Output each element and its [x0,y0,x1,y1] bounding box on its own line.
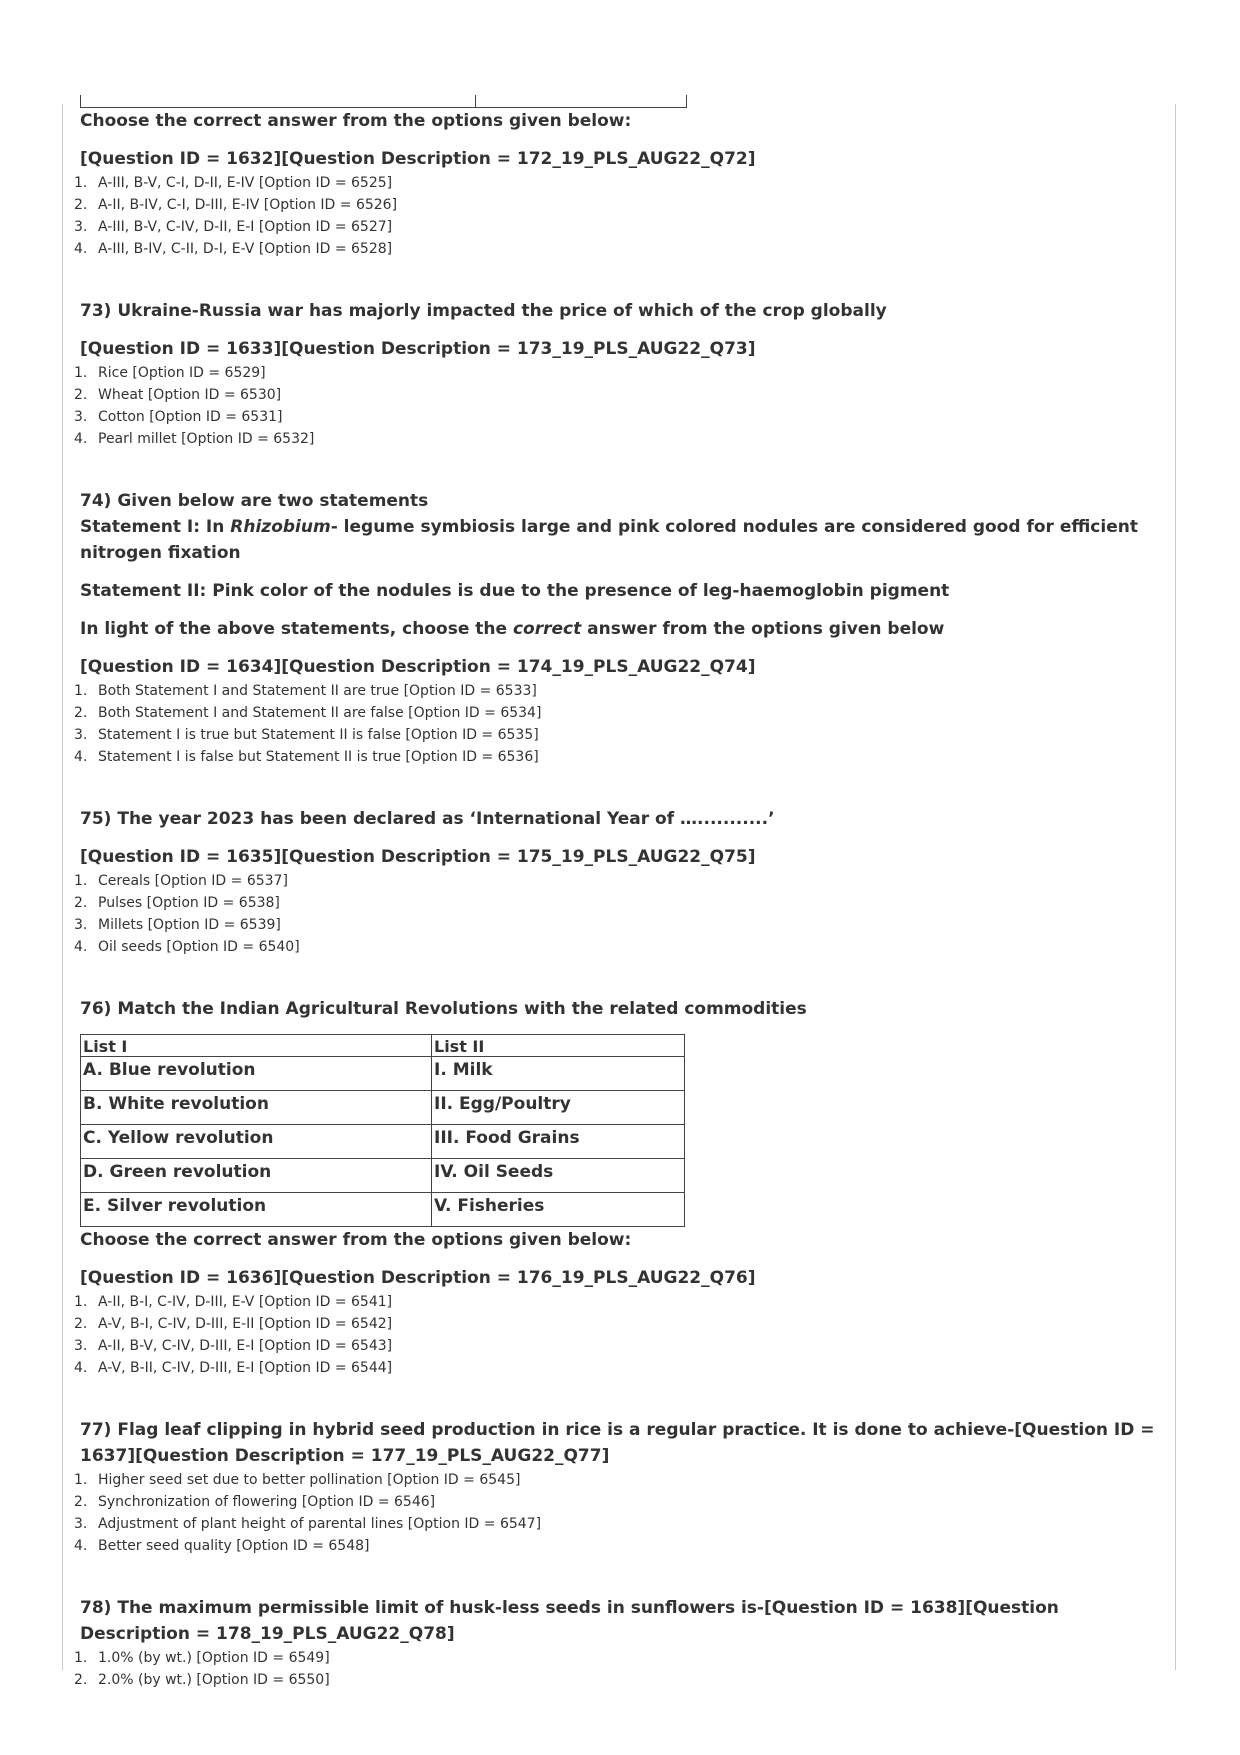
q77-options [74,1469,1165,1557]
table-row [81,1159,685,1193]
table-header-cell: List II [432,1035,685,1057]
table-cell: V. Fisheries [432,1193,685,1227]
table-cell: E. Silver revolution [81,1193,432,1227]
option-item: 3. A-III, B-V, C-IV, D-II, E-I [Option ID = 6527] [74,219,393,235]
q75-title: 75) The year 2023 has been declared as ‘International Year of …...........’ [80,809,775,829]
table-cell: D. Green revolution [81,1159,432,1193]
option-item: 4. Statement I is false but Statement II is true [Option ID = 6536] [74,749,539,765]
option-item: 2. A-V, B-I, C-IV, D-III, E-II [Option ID = 6542] [74,1316,393,1332]
q75-question-id: [Question ID = 1635][Question Description = 175_19_PLS_AUG22_Q75] [80,847,756,867]
option-item: 2. Wheat [Option ID = 6530] [74,387,282,403]
q77-title: 77) Flag leaf clipping in hybrid seed production in rice is a regular practice. It is done to achieve-[Question ID = 1637][Question Description = 177_19_PLS_AUG22_Q77] [80,1420,1155,1466]
q76-match-table [80,1034,685,1227]
table-row [81,1193,685,1227]
q76-title: 76) Match the Indian Agricultural Revolutions with the related commodities [80,999,807,1019]
option-item: 1. Rice [Option ID = 6529] [74,365,266,381]
q74-options [74,680,1165,768]
question-paper-page [74,95,1165,1691]
q78-title: 78) The maximum permissible limit of husk-less seeds in sunflowers is-[Question ID = 1638][Question Description = 178_19_PLS_AUG22_Q78] [80,1598,1059,1644]
q72-options [74,172,1165,260]
q72-question-id: [Question ID = 1632][Question Description = 172_19_PLS_AUG22_Q72] [80,149,756,169]
left-margin-line [62,104,63,1670]
option-item: 4. A-V, B-II, C-IV, D-III, E-I [Option ID = 6544] [74,1360,393,1376]
q73-question-id: [Question ID = 1633][Question Description = 173_19_PLS_AUG22_Q73] [80,339,756,359]
table-cell: B. White revolution [81,1091,432,1125]
option-item: 2. Both Statement I and Statement II are false [Option ID = 6534] [74,705,542,721]
option-item: 2. A-II, B-IV, C-I, D-III, E-IV [Option ID = 6526] [74,197,398,213]
option-item: 1. 1.0% (by wt.) [Option ID = 6549] [74,1650,330,1666]
table-header-row [81,1035,685,1057]
option-item: 2. Synchronization of flowering [Option ID = 6546] [74,1494,436,1510]
table-cell: III. Food Grains [432,1125,685,1159]
table-cell: A. Blue revolution [81,1057,432,1091]
q74-title: 74) Given below are two statements [80,491,429,511]
option-item: 4. Pearl millet [Option ID = 6532] [74,431,315,447]
q73-title: 73) Ukraine-Russia war has majorly impacted the price of which of the crop globally [80,301,887,321]
q74-statement-2: Statement II: Pink color of the nodules is due to the presence of leg-haemoglobin pigment [80,581,950,601]
option-item: 2. 2.0% (by wt.) [Option ID = 6550] [74,1672,330,1688]
q75-options [74,870,1165,958]
option-item: 3. A-II, B-V, C-IV, D-III, E-I [Option ID = 6543] [74,1338,393,1354]
table-header-cell: List I [81,1035,432,1057]
option-item: 3. Statement I is true but Statement II is false [Option ID = 6535] [74,727,539,743]
option-item: 3. Millets [Option ID = 6539] [74,917,281,933]
option-item: 1. A-II, B-I, C-IV, D-III, E-V [Option ID = 6541] [74,1294,393,1310]
option-item: 1. Higher seed set due to better pollination [Option ID = 6545] [74,1472,521,1488]
option-item: 3. Cotton [Option ID = 6531] [74,409,283,425]
q74-question-id: [Question ID = 1634][Question Description = 174_19_PLS_AUG22_Q74] [80,657,756,677]
q76-options [74,1291,1165,1379]
table-cell: II. Egg/Poultry [432,1091,685,1125]
option-item: 4. Better seed quality [Option ID = 6548] [74,1538,370,1554]
table-row [81,1125,685,1159]
option-item: 1. A-III, B-V, C-I, D-II, E-IV [Option ID = 6525] [74,175,393,191]
q72-instruction: Choose the correct answer from the options given below: [80,111,632,131]
q73-options [74,362,1165,450]
q76-instruction: Choose the correct answer from the options given below: [80,1230,632,1250]
option-item: 1. Both Statement I and Statement II are true [Option ID = 6533] [74,683,537,699]
option-item: 4. Oil seeds [Option ID = 6540] [74,939,300,955]
option-item: 2. Pulses [Option ID = 6538] [74,895,280,911]
option-item: 3. Adjustment of plant height of parental lines [Option ID = 6547] [74,1516,542,1532]
table-cell: I. Milk [432,1057,685,1091]
right-margin-line [1175,104,1176,1670]
q74-statement-1: Statement I: In Rhizobium- legume symbiosis large and pink colored nodules are considered good for efficient nitrogen fixation [80,517,1138,563]
q74-instruction: In light of the above statements, choose the correct answer from the options given below [80,619,945,639]
q76-question-id: [Question ID = 1636][Question Description = 176_19_PLS_AUG22_Q76] [80,1268,756,1288]
table-row [81,1057,685,1091]
option-item: 1. Cereals [Option ID = 6537] [74,873,288,889]
table-cell: C. Yellow revolution [81,1125,432,1159]
table-cell: IV. Oil Seeds [432,1159,685,1193]
table-row [81,1091,685,1125]
option-item: 4. A-III, B-IV, C-II, D-I, E-V [Option ID = 6528] [74,241,393,257]
previous-match-table-bottom [80,95,687,108]
q78-options [74,1647,1165,1691]
